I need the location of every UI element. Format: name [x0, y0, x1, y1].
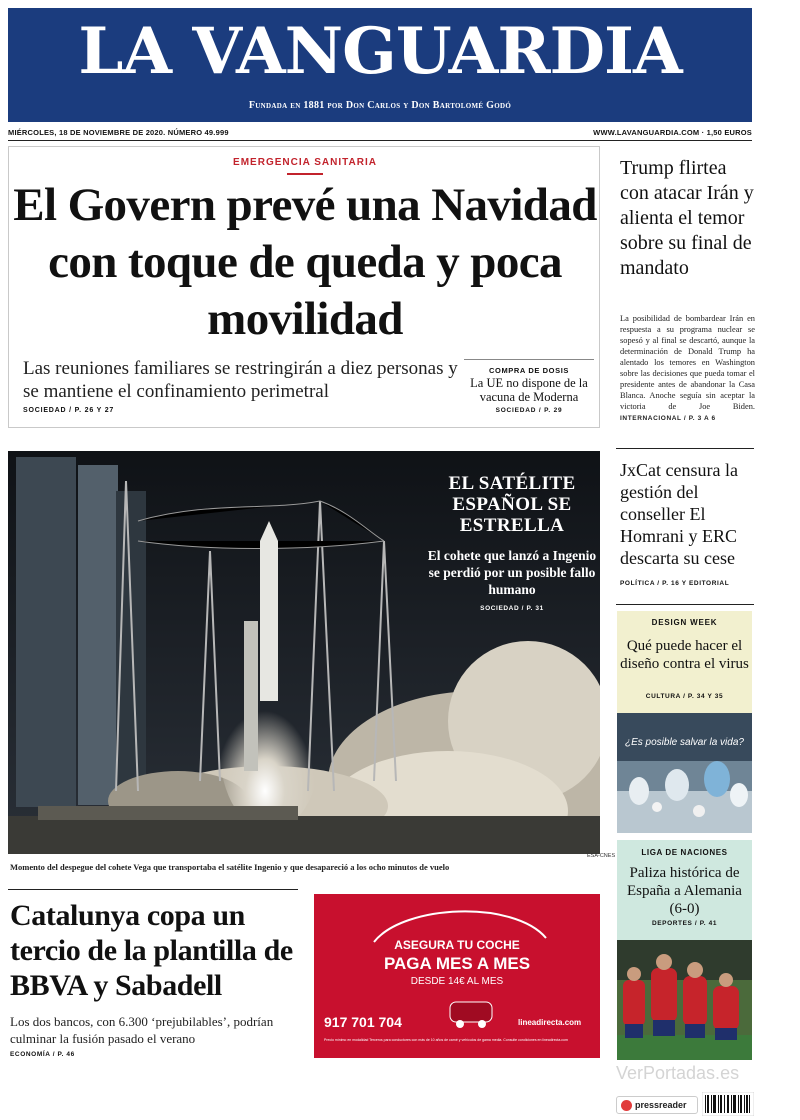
design-exhibit-photo: [617, 713, 752, 833]
ad-phone[interactable]: 917 701 704: [324, 1014, 402, 1030]
brief-text: La UE no dispone de la vacuna de Moderna: [470, 376, 588, 404]
kicker-underline: [287, 173, 323, 175]
design-photo-text: ¿Es posible salvar la vida?: [625, 737, 744, 748]
liga-teaser[interactable]: [617, 840, 752, 940]
right-divider-1: [616, 448, 754, 449]
ad-line-3: DESDE 14€ AL MES: [410, 976, 504, 987]
jxcat-ref: POLÍTICA / P. 16 Y EDITORIAL: [620, 580, 730, 587]
main-kicker: EMERGENCIA SANITARIA: [233, 157, 377, 168]
design-ref: CULTURA / P. 34 Y 35: [645, 693, 724, 700]
founded-line: Fundada en 1881 por Don Carlos y Don Bartolomé Godó: [248, 100, 512, 111]
website-price[interactable]: WWW.LAVANGUARDIA.COM · 1,50 EUROS: [593, 128, 752, 137]
rocket-launch-photo[interactable]: [8, 451, 600, 854]
design-week-teaser[interactable]: [617, 611, 752, 713]
liga-kicker: LIGA DE NACIONES: [641, 848, 728, 857]
top-divider: [8, 140, 752, 141]
brief-kicker: COMPRA DE DOSIS: [489, 366, 569, 375]
football-photo: [617, 940, 752, 1060]
ad-fine-print: Precio mínimo en modalidad Terceros para conductores con más de 10 años de carné y vehículos de gama media. Consulte condiciones en lineadirecta.com: [324, 1038, 568, 1042]
brief-ref: SOCIEDAD / P. 29: [495, 407, 563, 414]
main-headline[interactable]: El Govern prevé una Navidad con toque de queda y poca movilidad: [13, 179, 597, 345]
photo-ref: SOCIEDAD / P. 31: [480, 605, 544, 612]
main-page-ref: SOCIEDAD / P. 26 Y 27: [23, 407, 115, 414]
jxcat-headline[interactable]: JxCat censura la gestión del conseller El Homrani y ERC descarta su cese: [620, 460, 738, 568]
liga-ref: DEPORTES / P. 41: [651, 920, 718, 927]
pressreader-icon: [621, 1100, 632, 1111]
dateline: MIÉRCOLES, 18 DE NOVIEMBRE DE 2020. NÚMERO 49.999: [8, 128, 229, 137]
pressreader-label: pressreader: [635, 1100, 687, 1110]
trump-ref: INTERNACIONAL / P. 3 A 6: [620, 415, 716, 422]
ad-line-1: ASEGURA TU COCHE: [394, 938, 520, 952]
design-kicker: DESIGN WEEK: [651, 618, 718, 627]
photo-credit: ESA-CNES: [587, 853, 616, 859]
main-subhead: Las reuniones familiares se restringirán a diez personas y se mantiene el confinamiento perimetral: [23, 358, 458, 402]
pressreader-badge[interactable]: [616, 1096, 698, 1114]
photo-subhead: El cohete que lanzó a Ingenio se perdió por un posible fallo humano: [427, 548, 597, 597]
photo-caption: Momento del despegue del cohete Vega que transportaba el satélite Ingenio y que desapareció a los ocho minutos de vuelo: [10, 862, 450, 872]
liga-text: Paliza histórica de España a Alemania (6-0): [627, 865, 742, 917]
trump-body-text: La posibilidad de bombardear Irán en respuesta a su programa nuclear se sopesó y al final se descartó, aunque la determinación de Donald Trump ha alentado los temores en Washington sobre las decisiones que pueda tomar el presidente antes de abandonar la Casa Blanca. Anoche seguía sin aceptar la victoria de Joe Biden.: [620, 314, 755, 411]
trump-headline[interactable]: Trump flirtea con atacar Irán y alienta el temor sobre su final de mandato: [620, 157, 754, 279]
watermark: VerPortadas.es: [616, 1063, 740, 1083]
newspaper-logo[interactable]: LA VANGUARDIA: [78, 14, 682, 89]
ad-line-2: PAGA MES A MES: [383, 954, 531, 973]
photo-headline[interactable]: EL SATÉLITE ESPAÑOL SE ESTRELLA: [448, 473, 576, 536]
barcode: [702, 1092, 754, 1116]
design-text: Qué puede hacer el diseño contra el virus: [620, 638, 749, 672]
trump-body: [620, 313, 755, 424]
main-story[interactable]: [8, 146, 600, 428]
bottom-divider: [8, 889, 298, 890]
vaccine-brief[interactable]: [464, 359, 594, 414]
car-insurance-ad[interactable]: [314, 894, 600, 1058]
right-divider-2: [616, 604, 754, 605]
banks-subhead: Los dos bancos, con 6.300 ‘prejubilables’, podrían culminar la fusión pasado el verano: [10, 1014, 274, 1046]
ad-brand[interactable]: lineadirecta.com: [518, 1018, 582, 1027]
banks-headline[interactable]: Catalunya copa un tercio de la plantilla de BBVA y Sabadell: [10, 899, 293, 1002]
banks-ref: ECONOMÍA / P. 46: [10, 1051, 75, 1058]
masthead: [8, 8, 752, 122]
